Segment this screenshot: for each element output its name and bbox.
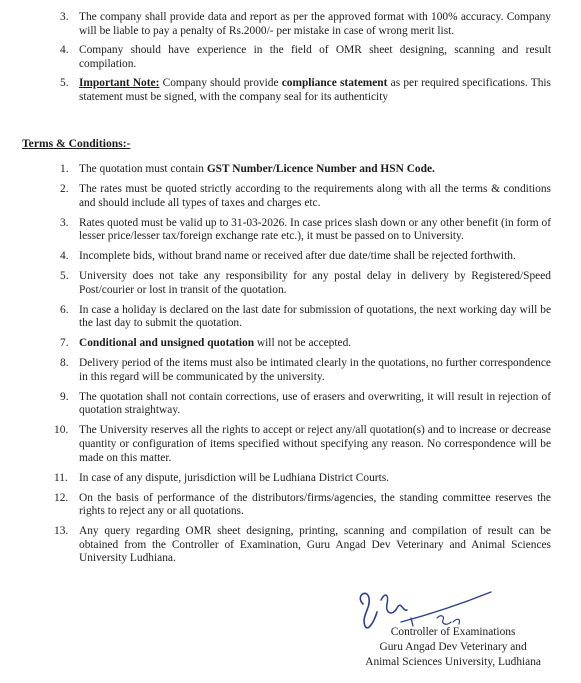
item-text-post: will not be accepted.: [254, 337, 352, 350]
item-number: 4.: [60, 44, 69, 57]
item-number: 1.: [60, 163, 69, 175]
list-item: [0, 424, 581, 465]
requirements-list: [0, 11, 581, 111]
list-item: [0, 11, 581, 38]
list-item: [0, 337, 581, 351]
list-item: [0, 217, 581, 244]
item-number: 7.: [60, 337, 69, 350]
item-text: University does not take any responsibility for any postal delay in delivery by Registered/Speed Post/courier or lost in transit of the quotation.: [79, 270, 551, 296]
item-text: Incomplete bids, without brand name or received after due date/time shall be rejected forthwith.: [79, 250, 516, 263]
designation-title: Controller of Examinations: [390, 626, 516, 638]
item-text: The company shall provide data and report as per the approved format with 100% accuracy. Company will be liable to pay a penalty of Rs.2000/- per mistake in case of wrong merit list.: [79, 11, 551, 37]
item-text: The quotation shall not contain corrections, use of erasers and overwriting, it will result in rejection of quotation straightway.: [79, 390, 551, 417]
list-item: [0, 270, 581, 297]
terms-heading: Terms & Conditions:-: [22, 137, 131, 150]
list-item: [0, 304, 581, 331]
item-number: 9.: [60, 390, 69, 403]
item-text-bold: GST Number/Licence Number and HSN Code.: [206, 163, 435, 175]
item-text-pre: The quotation must contain: [79, 163, 207, 175]
item-text-post: as per required specifications. This statement must be signed, with the company seal for its authenticity: [79, 77, 551, 103]
list-item: [0, 163, 581, 177]
item-number: 3.: [60, 11, 69, 23]
terms-list: [0, 163, 581, 572]
item-text-bold: Conditional and unsigned quotation: [79, 337, 255, 350]
item-text: In case of any dispute, jurisdiction will be Ludhiana District Courts.: [79, 471, 390, 484]
item-text: Company should have experience in the field of OMR sheet designing, scanning and result compilation.: [79, 44, 551, 70]
item-text: Rates quoted must be valid up to 31-03-2026. In case prices slash down or any other benefit (in form of lesser price/lesser tax/foreign exchange rate etc.), it must be passed on to University.: [79, 216, 551, 243]
list-item: [0, 357, 581, 384]
signature-block: [341, 582, 541, 682]
important-note-label: Important Note:: [79, 77, 160, 90]
item-number: 2.: [60, 182, 69, 195]
list-item: [0, 250, 581, 264]
item-text: Any query regarding OMR sheet designing, printing, scanning and compilation of result can be obtained from the Controller of Examination, Guru Angad Dev Veterinary and Animal Sciences University Ludhiana.: [79, 525, 551, 565]
signature-designation: [365, 625, 541, 670]
item-text: The rates must be quoted strictly according to the requirements along with all the terms & conditions and should include all types of taxes and charges etc.: [79, 182, 551, 209]
list-item: [0, 44, 581, 71]
list-item: [0, 492, 581, 519]
list-item: [0, 472, 581, 486]
item-number: 5.: [60, 270, 69, 283]
list-item: [0, 77, 581, 104]
university-name-line2: Animal Sciences University, Ludhiana: [365, 656, 541, 668]
item-text-pre: Company should provide: [159, 77, 282, 90]
item-number: 13.: [54, 525, 69, 538]
item-number: 5.: [60, 77, 69, 90]
item-number: 3.: [60, 216, 69, 229]
item-number: 6.: [60, 303, 69, 316]
list-item: [0, 183, 581, 210]
item-text-bold: compliance statement: [281, 77, 388, 90]
list-item: [0, 525, 581, 566]
item-number: 12.: [54, 491, 69, 504]
item-text: On the basis of performance of the distributors/firms/agencies, the standing committee reserves the rights to reject any or all quotations.: [79, 491, 551, 518]
list-item: [0, 391, 581, 418]
item-number: 10.: [54, 424, 69, 437]
item-text: The University reserves all the rights to accept or reject any/all quotation(s) and to increase or decrease quantity or configuration of items specified without specifying any reason. No correspondence will be made on this matter.: [79, 424, 551, 464]
university-name-line1: Guru Angad Dev Veterinary and: [379, 641, 527, 653]
item-number: 8.: [60, 357, 69, 370]
item-text: Delivery period of the items must also be intimated clearly in the quotations, no further correspondence in this regard will be communicated by the university.: [79, 357, 551, 383]
item-number: 4.: [60, 250, 69, 263]
item-number: 11.: [54, 471, 68, 484]
item-text: In case a holiday is declared on the last date for submission of quotations, the next working day will be the last day to submit the quotation.: [79, 303, 551, 330]
